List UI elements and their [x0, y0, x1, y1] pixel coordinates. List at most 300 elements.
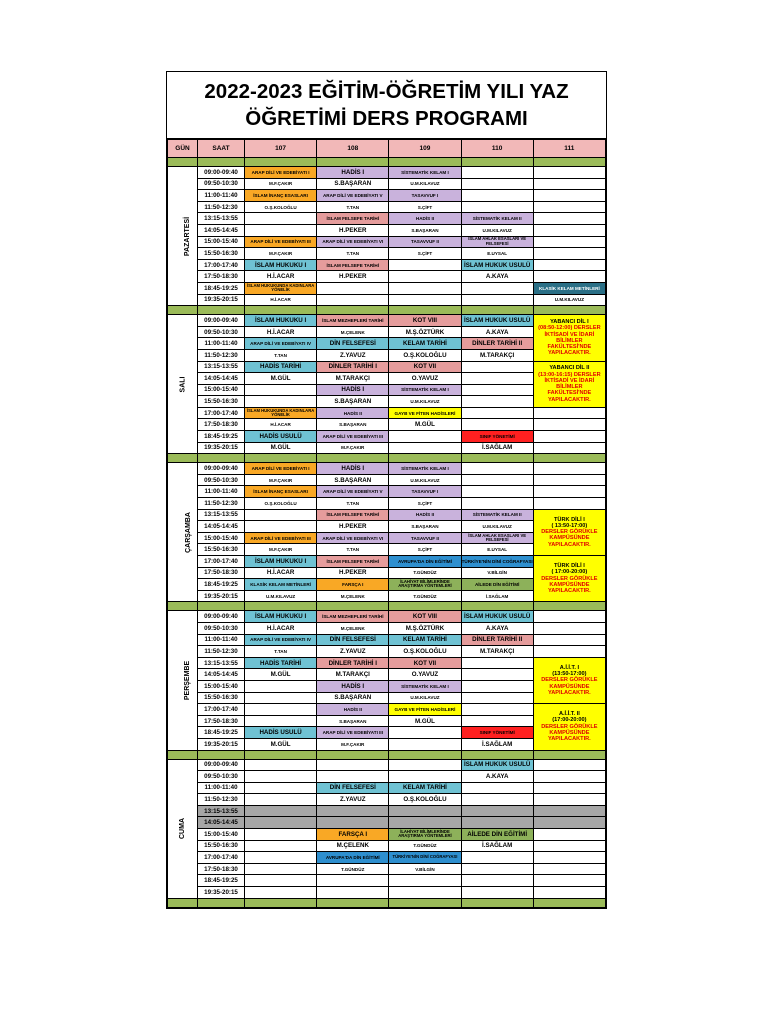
- time-cell: 17:00-17:40: [198, 407, 245, 419]
- separator-cell: [461, 306, 533, 315]
- schedule-row: [168, 486, 606, 498]
- day-separator-row: [168, 750, 606, 759]
- course-cell: U.M.KILAVUZ: [461, 224, 533, 236]
- time-cell: 13:15-13:55: [198, 509, 245, 521]
- empty-cell: [389, 727, 461, 739]
- course-cell: O.Ş.KOLOĞLU: [389, 349, 461, 361]
- time-cell: 13:15-13:55: [198, 361, 245, 373]
- course-cell: İSLAM MEZHEPLERİ TARİHİ: [317, 611, 389, 623]
- schedule-row: [168, 782, 606, 794]
- course-cell: U.M.KILAVUZ: [389, 396, 461, 408]
- course-cell: DİNLER TARİHİ II: [461, 338, 533, 350]
- course-cell: T.TAN: [317, 498, 389, 510]
- course-cell: Z.YAVUZ: [317, 646, 389, 658]
- note-line: DERSLER GÖRÜKLE: [541, 723, 598, 730]
- course-cell: S.ÇİFT: [389, 248, 461, 260]
- empty-cell: [389, 771, 461, 783]
- course-cell: U.M.KILAVUZ: [389, 474, 461, 486]
- empty-cell: [245, 704, 317, 716]
- course-cell: DİNLER TARİHİ I: [317, 657, 389, 669]
- header-room-108: 108: [317, 140, 389, 158]
- course-cell: İSLAM İNANÇ ESASLARI: [245, 486, 317, 498]
- course-cell: S.BAŞARAN: [317, 715, 389, 727]
- schedule-row: [168, 704, 606, 716]
- empty-cell: [245, 852, 317, 864]
- course-cell: ARAP DİLİ VE EDEBİYATI IV: [245, 338, 317, 350]
- course-cell: M.F.ÇAKIR: [245, 178, 317, 190]
- schedule-row: [168, 178, 606, 190]
- note-cell: [533, 704, 605, 750]
- note-line: DERSLER GÖRÜKLE: [541, 677, 598, 684]
- empty-cell: [317, 282, 389, 294]
- empty-cell: [533, 248, 605, 260]
- course-cell: KELAM TARİHİ: [389, 338, 461, 350]
- course-cell: İSLAM AHLAK ESASLARI VE FELSEFESİ: [461, 532, 533, 544]
- course-cell: GAYB VE FİTEN HADİSLERİ: [389, 407, 461, 419]
- course-cell: KOT VIII: [389, 315, 461, 327]
- course-cell: İLAHİYAT BİLİMLERİNDE ARAŞTIRMA YÖNTEMLERİ: [389, 579, 461, 591]
- course-cell: SİSTEMATİK KELAM II: [461, 509, 533, 521]
- course-cell: AİLEDE DİN EĞİTİMİ: [461, 579, 533, 591]
- time-cell: 11:50-12:30: [198, 646, 245, 658]
- empty-cell: [533, 236, 605, 248]
- separator-cell: [245, 750, 317, 759]
- day-separator-row: [168, 158, 606, 167]
- course-cell: E.UYSAL: [461, 248, 533, 260]
- schedule-row: [168, 794, 606, 806]
- empty-cell: [317, 817, 389, 829]
- time-cell: 09:00-09:40: [198, 167, 245, 179]
- course-cell: HADİS I: [317, 680, 389, 692]
- course-cell: İSLAM HUKUK USULÜ: [461, 259, 533, 271]
- course-cell: HADİS II: [389, 213, 461, 225]
- course-cell: ARAP DİLİ VE EDEBİYATI III: [317, 431, 389, 443]
- course-cell: HADİS II: [389, 509, 461, 521]
- schedule-row: [168, 190, 606, 202]
- course-cell: SİSTEMATİK KELAM I: [389, 167, 461, 179]
- empty-cell: [389, 805, 461, 817]
- note-line: YAPILACAKTIR.: [548, 588, 591, 595]
- course-cell: DİN FELSEFESİ: [317, 634, 389, 646]
- course-cell: HADİS II: [317, 407, 389, 419]
- day-separator-row: [168, 602, 606, 611]
- course-cell: DİNLER TARİHİ II: [461, 634, 533, 646]
- time-cell: 09:50-10:30: [198, 622, 245, 634]
- time-cell: 18:45-19:25: [198, 875, 245, 887]
- empty-cell: [389, 282, 461, 294]
- course-cell: T.TAN: [245, 646, 317, 658]
- course-cell: KLASİK KELAM METİNLERİ: [245, 579, 317, 591]
- schedule-row: [168, 259, 606, 271]
- course-cell: SİSTEMATİK KELAM I: [389, 680, 461, 692]
- course-cell: S.BAŞARAN: [317, 419, 389, 431]
- time-cell: 17:50-18:30: [198, 271, 245, 283]
- separator-cell: [198, 750, 245, 759]
- time-cell: 15:50-16:30: [198, 840, 245, 852]
- course-cell: TÜRKİYE'NİN DİNİ COĞRAFYASI: [461, 556, 533, 568]
- empty-cell: [461, 817, 533, 829]
- empty-cell: [533, 875, 605, 887]
- course-cell: İSLAM HUKUKU I: [245, 611, 317, 623]
- empty-cell: [533, 419, 605, 431]
- course-cell: V.BİLGİN: [461, 567, 533, 579]
- separator-cell: [317, 898, 389, 907]
- schedule-row: [168, 271, 606, 283]
- empty-cell: [533, 634, 605, 646]
- title-line-2: ÖĞRETİMİ DERS PROGRAMI: [245, 107, 528, 130]
- empty-cell: [461, 167, 533, 179]
- empty-cell: [461, 361, 533, 373]
- time-cell: 11:50-12:30: [198, 349, 245, 361]
- header-time: SAAT: [198, 140, 245, 158]
- empty-cell: [533, 271, 605, 283]
- course-cell: İSLAM FELSEFE TARİHİ: [317, 259, 389, 271]
- empty-cell: [245, 521, 317, 533]
- empty-cell: [245, 715, 317, 727]
- day-label: [168, 611, 198, 750]
- time-cell: 18:45-19:25: [198, 431, 245, 443]
- empty-cell: [317, 875, 389, 887]
- empty-cell: [533, 782, 605, 794]
- separator-cell: [317, 602, 389, 611]
- empty-cell: [245, 692, 317, 704]
- empty-cell: [533, 771, 605, 783]
- course-cell: AVRUPA'DA DİN EĞİTİMİ: [389, 556, 461, 568]
- note-line: KAMPÜSÜNDE: [549, 683, 590, 690]
- course-cell: T.GÜNDÜZ: [317, 863, 389, 875]
- course-cell: AİLEDE DİN EĞİTİMİ: [461, 829, 533, 841]
- separator-cell: [168, 158, 198, 167]
- course-cell: H.PEKER: [317, 567, 389, 579]
- time-cell: 09:00-09:40: [198, 463, 245, 475]
- empty-cell: [461, 680, 533, 692]
- note-line: A.İ.İ.T. II: [558, 711, 580, 718]
- separator-cell: [533, 158, 605, 167]
- empty-cell: [533, 840, 605, 852]
- time-cell: 15:00-15:40: [198, 680, 245, 692]
- time-cell: 14:05-14:45: [198, 669, 245, 681]
- time-cell: 15:00-15:40: [198, 236, 245, 248]
- course-cell: U.M.KILAVUZ: [389, 692, 461, 704]
- separator-cell: [461, 454, 533, 463]
- day-name: ÇARŞAMBA: [184, 511, 192, 553]
- day-label: [168, 315, 198, 454]
- course-cell: GAYB VE FİTEN HADİSLERİ: [389, 704, 461, 716]
- empty-cell: [245, 805, 317, 817]
- time-cell: 17:50-18:30: [198, 567, 245, 579]
- course-cell: İSLAM FELSEFE TARİHİ: [317, 213, 389, 225]
- time-cell: 17:00-17:40: [198, 852, 245, 864]
- schedule-row: [168, 887, 606, 899]
- course-cell: M.Ş.ÖZTÜRK: [389, 326, 461, 338]
- course-cell: H.İ.ACAR: [245, 294, 317, 306]
- course-cell: H.İ.ACAR: [245, 622, 317, 634]
- schedule-row: [168, 248, 606, 260]
- course-cell: M.F.ÇAKIR: [245, 248, 317, 260]
- course-cell: A.KAYA: [461, 326, 533, 338]
- separator-cell: [389, 898, 461, 907]
- course-cell: HADİS I: [317, 463, 389, 475]
- header-room-109: 109: [389, 140, 461, 158]
- note-line: KAMPÜSÜNDE: [549, 729, 590, 736]
- empty-cell: [389, 887, 461, 899]
- course-cell: KELAM TARİHİ: [389, 782, 461, 794]
- course-cell: O.YAVUZ: [389, 373, 461, 385]
- course-cell: ARAP DİLİ VE EDEBİYATI I: [245, 167, 317, 179]
- note-line: (08:50-12:00) DERSLER: [538, 325, 601, 332]
- schedule-row: [168, 840, 606, 852]
- empty-cell: [533, 805, 605, 817]
- course-cell: ARAP DİLİ VE EDEBİYATI VI: [317, 532, 389, 544]
- course-cell: SINIF YÖNETİMİ: [461, 431, 533, 443]
- empty-cell: [389, 442, 461, 454]
- note-line: A.İ.İ.T. I: [559, 664, 580, 671]
- course-cell: İ.SAĞLAM: [461, 738, 533, 750]
- course-cell: U.M.KILAVUZ: [245, 590, 317, 602]
- course-cell: Z.YAVUZ: [317, 794, 389, 806]
- empty-cell: [461, 875, 533, 887]
- course-cell: ARAP DİLİ VE EDEBİYATI VI: [317, 236, 389, 248]
- schedule-row: [168, 611, 606, 623]
- empty-cell: [245, 224, 317, 236]
- course-cell: S.ÇİFT: [389, 201, 461, 213]
- course-cell: T.TAN: [245, 349, 317, 361]
- day-label: [168, 759, 198, 898]
- time-cell: 17:00-17:40: [198, 556, 245, 568]
- course-cell: U.M.KILAVUZ: [461, 521, 533, 533]
- schedule-row: [168, 442, 606, 454]
- schedule-body: [168, 140, 606, 908]
- note-line: İKTİSADİ VE İDARİ BİLİMLER FAKÜLTESİ'NDE: [544, 331, 595, 351]
- course-cell: İSLAM HUKUK USULÜ: [461, 759, 533, 771]
- header-day: GÜN: [168, 140, 198, 158]
- empty-cell: [461, 805, 533, 817]
- empty-cell: [533, 190, 605, 202]
- course-cell: H.İ.ACAR: [245, 419, 317, 431]
- course-cell: M.GÜL: [245, 738, 317, 750]
- title-line-1: 2022-2023 EĞİTİM-ÖĞRETİM YILI YAZ: [204, 80, 569, 103]
- course-cell: İ.SAĞLAM: [461, 590, 533, 602]
- note-line: YAPILACAKTIR.: [548, 541, 591, 548]
- separator-cell: [198, 158, 245, 167]
- empty-cell: [389, 431, 461, 443]
- note-line: YAPILACAKTIR.: [548, 689, 591, 696]
- time-cell: 17:50-18:30: [198, 863, 245, 875]
- empty-cell: [461, 419, 533, 431]
- course-cell: M.GÜL: [389, 715, 461, 727]
- course-cell: H.İ.ACAR: [245, 271, 317, 283]
- day-name: PERŞEMBE: [184, 660, 192, 701]
- course-cell: M.GÜL: [245, 669, 317, 681]
- empty-cell: [245, 840, 317, 852]
- empty-cell: [533, 646, 605, 658]
- note-line: (17:00-20:00): [552, 717, 587, 724]
- note-line: TÜRK DİLİ I: [553, 516, 585, 523]
- separator-cell: [168, 898, 198, 907]
- course-cell: DİN FELSEFESİ: [317, 338, 389, 350]
- separator-cell: [533, 454, 605, 463]
- course-cell: HADİS TARİHİ: [245, 361, 317, 373]
- empty-cell: [245, 817, 317, 829]
- day-name: PAZARTESİ: [184, 216, 192, 256]
- separator-cell: [317, 158, 389, 167]
- header-room-107: 107: [245, 140, 317, 158]
- time-cell: 15:50-16:30: [198, 692, 245, 704]
- course-cell: O.Ş.KOLOĞLU: [245, 498, 317, 510]
- schedule-row: [168, 852, 606, 864]
- schedule-row: [168, 431, 606, 443]
- schedule-row: [168, 463, 606, 475]
- course-cell: S.BAŞARAN: [317, 692, 389, 704]
- empty-cell: [389, 259, 461, 271]
- course-cell: KOT VII: [389, 657, 461, 669]
- empty-cell: [461, 692, 533, 704]
- course-cell: TASAVVUF II: [389, 532, 461, 544]
- day-name: SALI: [178, 376, 186, 393]
- note-line: (13:00-16:15) DERSLER: [538, 371, 601, 378]
- empty-cell: [389, 738, 461, 750]
- course-cell: H.İ.ACAR: [245, 326, 317, 338]
- empty-cell: [245, 863, 317, 875]
- course-cell: İSLAM FELSEFE TARİHİ: [317, 509, 389, 521]
- note-line: YABANCI DİL II: [549, 365, 590, 372]
- empty-cell: [317, 759, 389, 771]
- schedule-row: [168, 556, 606, 568]
- time-cell: 18:45-19:25: [198, 282, 245, 294]
- separator-cell: [245, 898, 317, 907]
- time-cell: 17:50-18:30: [198, 419, 245, 431]
- separator-cell: [317, 750, 389, 759]
- course-cell: İSLAM HUKUK USULÜ: [461, 611, 533, 623]
- course-cell: U.M.KILAVUZ: [389, 178, 461, 190]
- note-line: YAPILACAKTIR.: [548, 736, 591, 743]
- empty-cell: [533, 829, 605, 841]
- schedule-row: [168, 646, 606, 658]
- note-line: TÜRK DİLİ I: [553, 562, 585, 569]
- empty-cell: [461, 657, 533, 669]
- course-cell: İSLAM HUKUK USULÜ: [461, 315, 533, 327]
- empty-cell: [389, 875, 461, 887]
- course-cell: O.Ş.KOLOĞLU: [245, 201, 317, 213]
- course-cell: O.Ş.KOLOĞLU: [389, 646, 461, 658]
- course-cell: M.F.ÇAKIR: [317, 738, 389, 750]
- course-cell: ARAP DİLİ VE EDEBİYATI III: [317, 727, 389, 739]
- time-cell: 11:00-11:40: [198, 486, 245, 498]
- course-cell: HADİS I: [317, 167, 389, 179]
- course-cell: H.PEKER: [317, 224, 389, 236]
- note-line: DERSLER GÖRÜKLE: [541, 575, 598, 582]
- empty-cell: [389, 294, 461, 306]
- course-cell: O.YAVUZ: [389, 669, 461, 681]
- schedule-row: [168, 817, 606, 829]
- empty-cell: [533, 817, 605, 829]
- course-cell: İSLAM HUKUKU I: [245, 315, 317, 327]
- empty-cell: [389, 271, 461, 283]
- empty-cell: [533, 201, 605, 213]
- time-cell: 11:00-11:40: [198, 338, 245, 350]
- empty-cell: [245, 759, 317, 771]
- course-cell: FARSÇA I: [317, 579, 389, 591]
- time-cell: 14:05-14:45: [198, 224, 245, 236]
- schedule-row: [168, 419, 606, 431]
- empty-cell: [533, 611, 605, 623]
- separator-cell: [389, 306, 461, 315]
- schedule-row: [168, 498, 606, 510]
- note-line: YAPILACAKTIR.: [548, 350, 591, 357]
- schedule-row: [168, 224, 606, 236]
- note-line: KAMPÜSÜNDE: [549, 581, 590, 588]
- time-cell: 15:50-16:30: [198, 544, 245, 556]
- course-cell: M.GÜL: [245, 442, 317, 454]
- time-cell: 17:50-18:30: [198, 715, 245, 727]
- course-cell: HADİS USULÜ: [245, 727, 317, 739]
- separator-cell: [245, 602, 317, 611]
- course-cell: ARAP DİLİ VE EDEBİYATI I: [245, 463, 317, 475]
- time-cell: 19:35-20:15: [198, 738, 245, 750]
- time-cell: 19:35-20:15: [198, 294, 245, 306]
- schedule-row: [168, 282, 606, 294]
- empty-cell: [461, 294, 533, 306]
- empty-cell: [245, 396, 317, 408]
- empty-cell: [245, 771, 317, 783]
- empty-cell: [461, 407, 533, 419]
- separator-cell: [461, 898, 533, 907]
- day-name: CUMA: [179, 818, 186, 840]
- note-line: YABANCI DİL I: [550, 318, 589, 325]
- time-cell: 14:05-14:45: [198, 521, 245, 533]
- course-cell: E.UYSAL: [461, 544, 533, 556]
- separator-cell: [533, 306, 605, 315]
- time-cell: 13:15-13:55: [198, 805, 245, 817]
- schedule-row: [168, 875, 606, 887]
- course-cell: A.KAYA: [461, 771, 533, 783]
- time-cell: 18:45-19:25: [198, 727, 245, 739]
- day-separator-row: [168, 898, 606, 907]
- course-cell: KOT VII: [389, 361, 461, 373]
- course-cell: SİSTEMATİK KELAM II: [461, 213, 533, 225]
- course-cell: S.BAŞARAN: [389, 224, 461, 236]
- separator-cell: [245, 158, 317, 167]
- course-cell: İSLAM HUKUKU I: [245, 556, 317, 568]
- time-cell: 11:50-12:30: [198, 498, 245, 510]
- note-line: ( 17:00-20:00): [551, 569, 588, 576]
- separator-cell: [168, 454, 198, 463]
- empty-cell: [317, 805, 389, 817]
- time-cell: 11:50-12:30: [198, 201, 245, 213]
- schedule-row: [168, 863, 606, 875]
- course-cell: T.GÜNDÜZ: [389, 840, 461, 852]
- course-cell: S.BAŞARAN: [389, 521, 461, 533]
- course-cell: S.BAŞARAN: [317, 396, 389, 408]
- course-cell: HADİS I: [317, 384, 389, 396]
- separator-cell: [198, 306, 245, 315]
- note-line: ( 13:50-17:00): [551, 522, 588, 529]
- course-cell: S.BAŞARAN: [317, 474, 389, 486]
- course-cell: KOT VIII: [389, 611, 461, 623]
- time-cell: 09:00-09:40: [198, 759, 245, 771]
- course-cell: H.PEKER: [317, 271, 389, 283]
- course-cell: M.ÇELENK: [317, 326, 389, 338]
- time-cell: 19:35-20:15: [198, 442, 245, 454]
- empty-cell: [461, 474, 533, 486]
- separator-cell: [389, 602, 461, 611]
- time-cell: 17:00-17:40: [198, 704, 245, 716]
- separator-cell: [533, 602, 605, 611]
- time-cell: 14:05-14:45: [198, 817, 245, 829]
- course-cell: M.ÇELENK: [317, 590, 389, 602]
- course-cell: HADİS II: [317, 704, 389, 716]
- course-cell: DİNLER TARİHİ I: [317, 361, 389, 373]
